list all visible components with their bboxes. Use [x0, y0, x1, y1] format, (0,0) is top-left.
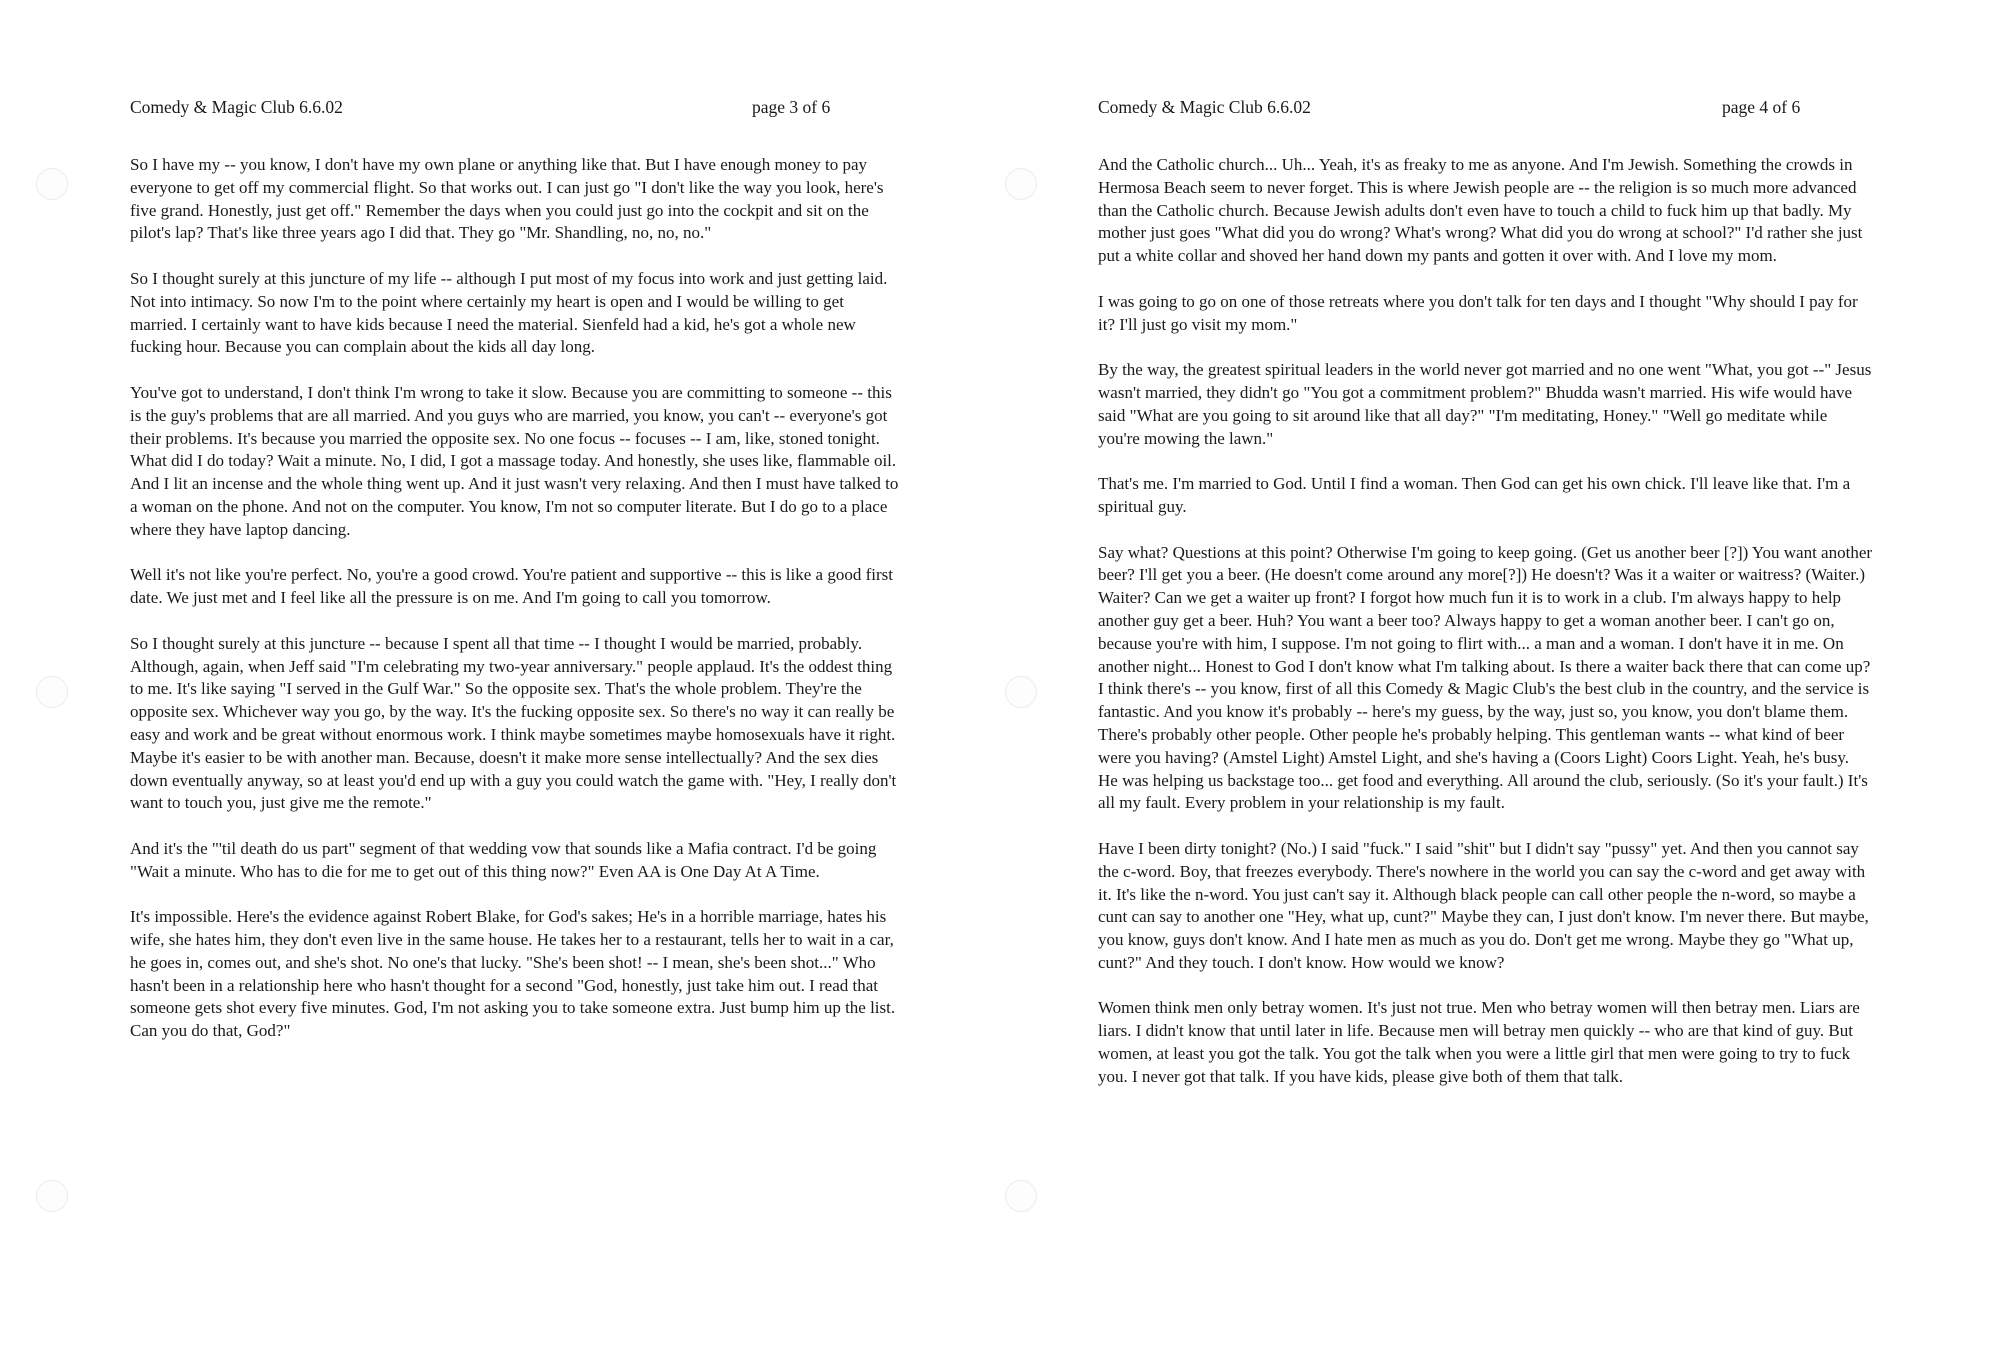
paragraph: So I thought surely at this juncture of my life -- although I put most of my focus into work and just getting laid. Not into intimacy. So now I'm to the point where certainly my heart is open and I would be willing to get married. I certainly want to have kids because I need the material. Sienfeld had a kid, he's got a whole new fucking hour. Because you can complain about the kids all day long.: [130, 268, 888, 357]
page-number: page 3 of 6: [752, 97, 831, 117]
paragraph: By the way, the greatest spiritual leaders in the world never got married and no one went "What, you got --" Jesus wasn't married, they didn't go "You got a commitment problem?" Bhudda wasn't married. His wife would have said "What are you going to sit around like that all day?" "I'm meditating, Honey." "Well go meditate while you're mowing the lawn.": [1098, 360, 1872, 448]
page-number: page 4 of 6: [1722, 97, 1801, 117]
paragraph: Well it's not like you're perfect. No, you're a good crowd. You're patient and supportive -- this is like a good first date. We just met and I feel like all the pressure is on me. And I'm going to call you tomorrow.: [130, 565, 893, 608]
paragraph: So I have my -- you know, I don't have my own plane or anything like that. But I have enough money to pay everyone to get off my commercial flight. So that works out. I can just go "I don't like the way you look, here's five grand. Honestly, just get off." Remember the days when you could just go into the cockpit and sit on the pilot's lap? That's like three years ago I did that. They go "Mr. Shandling, no, no, no.": [130, 155, 884, 243]
paragraph: Say what? Questions at this point? Otherwise I'm going to keep going. (Get us another beer [?]) You want another beer? I'll get you a beer. (He doesn't come around any more[?]) He doesn't? Was it a waiter or waitress? (Waiter.) Waiter? Can we get a waiter up front? I forgot how much fun it is to work in a club. I'm always happy to help another guy get a beer. Huh? You want a beer too? Always happy to get a woman another beer. I can't go on, because you're with him, I suppose. I'm not going to flirt with... a man and a woman. I don't have it in me. On another night... Honest to God I don't know what I'm talking about. Is there a waiter back there that can come up? I think there's -- you know, first of all this Comedy & Magic Club's the best club in the country, and the service is fantastic. And you know it's probably -- here's my guess, by the way, just so, you know, you don't blame them. There's probably other people. Other people he's probably helping. This gentleman wants -- what kind of beer were you having? (Amstel Light) Amstel Light, and she's having a (Coors Light) Coors Light. Yeah, he's busy. He was helping us backstage too... get food and everything. All around the club, seriously. (So it's your fault.) It's all my fault. Every problem in your relationship is my fault.: [1098, 542, 1873, 813]
paragraph: So I thought surely at this juncture -- because I spent all that time -- I thought I would be married, probably. Although, again, when Jeff said "I'm celebrating my two-year anniversary." people applaud. It's the oddest thing to me. It's like saying "I served in the Gulf War." So the opposite sex. That's the whole problem. They're the opposite sex. Whichever way you go, by the way. It's the fucking opposite sex. So there's no way it can really be easy and work and be great without enormous work. I think maybe sometimes maybe homosexuals have it right. Maybe it's easier to be with another man. Because, doesn't it make more sense intellectually? And the sex dies down eventually anyway, so at least you'd end up with a guy you could watch the game with. "Hey, I really don't want to touch you, just give me the remote.": [130, 633, 897, 813]
right-page: [1000, 0, 2000, 1359]
paragraph: You've got to understand, I don't think I'm wrong to take it slow. Because you are committing to someone -- this is the guy's problems that are all married. And you guys who are married, you know, you can't -- everyone's got their problems. It's because you married the opposite sex. No one focus -- focuses -- I am, like, stoned tonight. What did I do today? Wait a minute. No, I did, I got a massage today. And honestly, she uses like, flammable oil. And I lit an incense and the whole thing went up. And it just wasn't very relaxing. And then I must have talked to a woman on the phone. And not on the computer. You know, I'm not so computer literate. But I do go to a place where they have laptop dancing.: [130, 382, 899, 539]
paragraph: I was going to go on one of those retreats where you don't talk for ten days and I thought "Why should I pay for it? I'll just go visit my mom.": [1098, 291, 1858, 334]
punch-hole-bottom-right-page: [1005, 1180, 1037, 1212]
paragraph: That's me. I'm married to God. Until I find a woman. Then God can get his own chick. I'll leave like that. I'm a spiritual guy.: [1098, 474, 1851, 516]
punch-hole-bottom-left: [36, 1180, 68, 1212]
paragraph: Women think men only betray women. It's just not true. Men who betray women will then betray men. Liars are liars. I didn't know that until later in life. Because men will betray men quickly -- who are that kind of guy. But women, at least you got the talk. You got the talk when you were a little girl that men were going to try to fuck you. I never got that talk. If you have kids, please give both of them that talk.: [1098, 998, 1860, 1086]
header-title: Comedy & Magic Club 6.6.02: [130, 97, 343, 117]
punch-hole-top-left: [36, 168, 68, 200]
paragraph: Have I been dirty tonight? (No.) I said "fuck." I said "shit" but I didn't say "pussy" yet. And then you cannot say the c-word. Boy, that freezes everybody. There's nowhere in the world you can say the c-word and get away with it. It's like the n-word. You just can't say it. Although black people can call other people the n-word, so maybe a cunt can say to another one "Hey, what up, cunt?" Maybe they can, I just don't know. I'm never there. But maybe, you know, guys don't know. And I hate men as much as you do. Don't get me wrong. Maybe they go "What up, cunt?" And they touch. I don't know. How would we know?: [1098, 838, 1869, 972]
paragraph: And the Catholic church... Uh... Yeah, it's as freaky to me as anyone. And I'm Jewish. Something the crowds in Hermosa Beach seem to never forget. This is where Jewish people are -- the religion is so much more advanced than the Catholic church. Because Jewish adults don't even have to touch a child to fuck him up that badly. My mother just goes "What did you do wrong? What's wrong? What did you do wrong at school?" I'd rather she just put a white collar and shoved her hand down my pants and gotten it over with. And I love my mom.: [1098, 155, 1863, 266]
punch-hole-middle-right-page: [1005, 676, 1037, 708]
punch-hole-top-right-page: [1005, 168, 1037, 200]
header-title: Comedy & Magic Club 6.6.02: [1098, 97, 1311, 117]
paragraph: It's impossible. Here's the evidence against Robert Blake, for God's sakes; He's in a horrible marriage, hates his wife, she hates him, they don't even live in the same house. He takes her to a restaurant, tells her to wait in a car, he goes in, comes out, and she's shot. No one's that lucky. "She's been shot! -- I mean, she's been shot..." Who hasn't been in a relationship here who hasn't thought for a second "God, honestly, just take him out. I read that someone gets shot every five minutes. God, I'm not asking you to take someone extra. Just bump him up the list. Can you do that, God?": [130, 907, 896, 1041]
punch-hole-middle-left: [36, 676, 68, 708]
page-body: [130, 154, 905, 1066]
page-body: [1098, 154, 1873, 1111]
paragraph: And it's the "'til death do us part" segment of that wedding vow that sounds like a Mafia contract. I'd be going "Wait a minute. Who has to die for me to get out of this thing now?" Even AA is One Day At A Time.: [130, 838, 877, 881]
